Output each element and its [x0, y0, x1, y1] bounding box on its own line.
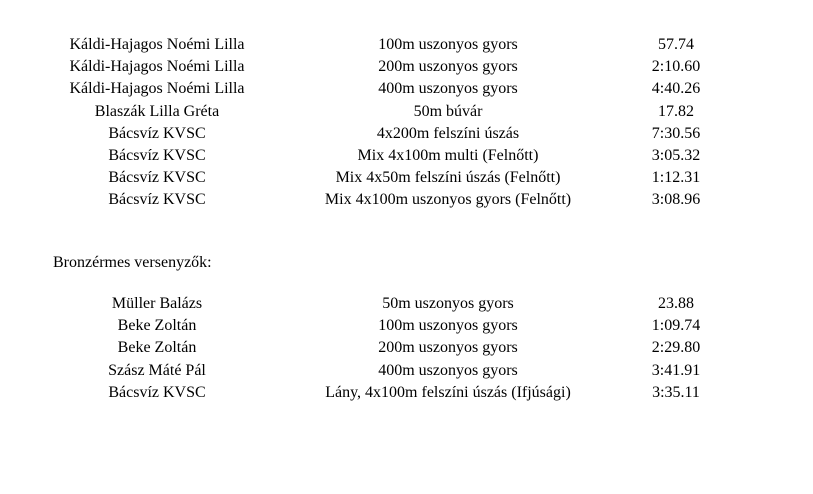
event-name: Lány, 4x100m felszíni úszás (Ifjúsági) — [325, 383, 571, 401]
result-time: 57.74 — [658, 36, 694, 53]
result-row — [0, 189, 813, 211]
bronze-section-heading: Bronzérmes versenyzők: — [53, 254, 212, 271]
result-time: 23.88 — [658, 295, 694, 312]
result-time: 17.82 — [658, 102, 694, 120]
event-name: 400m uszonyos gyors — [378, 361, 518, 379]
result-time: 3:35.11 — [652, 383, 700, 401]
competitor-name: Bácsvíz KVSC — [108, 124, 206, 142]
event-name: 50m uszonyos gyors — [382, 295, 514, 312]
result-time: 3:08.96 — [651, 191, 701, 209]
event-name: Mix 4x100m uszonyos gyors (Felnőtt) — [324, 191, 572, 209]
competitor-name: Bácsvíz KVSC — [108, 146, 206, 164]
result-row — [0, 360, 813, 382]
result-row — [0, 78, 813, 100]
competitor-name: Káldi-Hajagos Noémi Lilla — [69, 58, 245, 76]
result-row — [0, 315, 813, 337]
result-row — [0, 34, 813, 56]
event-name: 100m uszonyos gyors — [378, 317, 518, 335]
result-row — [0, 123, 813, 145]
result-row — [0, 101, 813, 123]
competitor-name: Bácsvíz KVSC — [108, 191, 206, 209]
result-row — [0, 382, 813, 404]
result-row — [0, 337, 813, 359]
event-name: Mix 4x50m felszíni úszás (Felnőtt) — [335, 169, 561, 187]
results-table-bronze — [0, 293, 813, 404]
result-time: 2:10.60 — [651, 58, 701, 76]
event-name: 400m uszonyos gyors — [378, 80, 518, 98]
results-table-upper — [0, 34, 813, 212]
result-row — [0, 167, 813, 189]
competitor-name: Müller Balázs — [111, 295, 203, 312]
event-name: 4x200m felszíni úszás — [376, 124, 520, 142]
competitor-name: Blaszák Lilla Gréta — [94, 102, 220, 120]
competitor-name: Bácsvíz KVSC — [108, 383, 206, 401]
result-time: 1:12.31 — [651, 169, 701, 187]
competitor-name: Beke Zoltán — [117, 339, 197, 357]
event-name: 50m búvár — [413, 102, 483, 120]
event-name: 100m uszonyos gyors — [378, 36, 518, 53]
result-row — [0, 145, 813, 167]
result-time: 7:30.56 — [651, 124, 701, 142]
competitor-name: Káldi-Hajagos Noémi Lilla — [69, 36, 245, 53]
result-row — [0, 293, 813, 315]
result-time: 4:40.26 — [651, 80, 701, 98]
result-time: 3:05.32 — [651, 146, 701, 164]
competitor-name: Káldi-Hajagos Noémi Lilla — [69, 80, 245, 98]
event-name: 200m uszonyos gyors — [378, 58, 518, 76]
result-time: 3:41.91 — [651, 361, 701, 379]
result-time: 2:29.80 — [651, 339, 701, 357]
result-row — [0, 56, 813, 78]
result-time: 1:09.74 — [651, 317, 701, 335]
competitor-name: Beke Zoltán — [117, 317, 197, 335]
competitor-name: Szász Máté Pál — [108, 361, 206, 379]
event-name: 200m uszonyos gyors — [378, 339, 518, 357]
event-name: Mix 4x100m multi (Felnőtt) — [357, 146, 539, 164]
competitor-name: Bácsvíz KVSC — [108, 169, 206, 187]
